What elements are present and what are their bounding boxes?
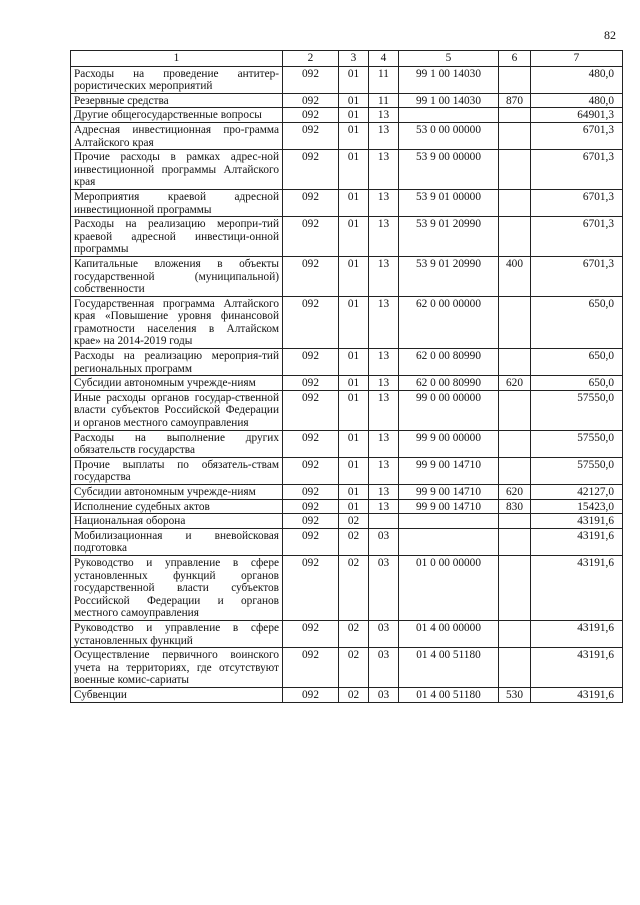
row-target-article: 53 9 01 00000 <box>399 189 499 216</box>
row-section-code: 01 <box>339 296 369 348</box>
row-expense-type: 870 <box>499 93 531 108</box>
row-description: Расходы на реализацию мероприя-тий региональных программ <box>71 349 283 376</box>
table-row <box>71 108 623 123</box>
row-subsection-code: 13 <box>369 485 399 500</box>
row-target-article: 01 4 00 51180 <box>399 648 499 688</box>
row-department-code: 092 <box>283 499 339 514</box>
row-department-code: 092 <box>283 296 339 348</box>
row-target-article: 53 0 00 00000 <box>399 122 499 149</box>
row-subsection-code: 13 <box>369 122 399 149</box>
row-description: Прочие расходы в рамках адрес-ной инвестиционной программы Алтайского края <box>71 150 283 190</box>
row-amount: 57550,0 <box>531 390 623 430</box>
row-description: Мероприятия краевой адресной инвестиционной программы <box>71 189 283 216</box>
row-department-code: 092 <box>283 648 339 688</box>
row-target-article: 99 9 00 14710 <box>399 485 499 500</box>
row-section-code: 01 <box>339 217 369 257</box>
row-section-code: 01 <box>339 108 369 123</box>
row-department-code: 092 <box>283 390 339 430</box>
row-section-code: 01 <box>339 457 369 484</box>
row-expense-type: 400 <box>499 256 531 296</box>
row-amount: 6701,3 <box>531 150 623 190</box>
table-row <box>71 390 623 430</box>
row-department-code: 092 <box>283 256 339 296</box>
row-expense-type <box>499 66 531 93</box>
row-amount: 43191,6 <box>531 687 623 702</box>
table-row <box>71 66 623 93</box>
table-row <box>71 217 623 257</box>
row-target-article: 99 9 00 14710 <box>399 457 499 484</box>
row-target-article: 62 0 00 00000 <box>399 296 499 348</box>
table-row <box>71 376 623 391</box>
table-row <box>71 93 623 108</box>
table-row <box>71 430 623 457</box>
budget-table <box>70 50 623 703</box>
row-subsection-code: 03 <box>369 687 399 702</box>
table-header-row <box>71 51 623 67</box>
table-row <box>71 256 623 296</box>
row-amount: 43191,6 <box>531 648 623 688</box>
row-department-code: 092 <box>283 108 339 123</box>
row-section-code: 02 <box>339 620 369 647</box>
row-subsection-code: 13 <box>369 376 399 391</box>
row-description: Адресная инвестиционная про-грамма Алтайского края <box>71 122 283 149</box>
table-row <box>71 528 623 555</box>
table-row <box>71 485 623 500</box>
row-subsection-code: 13 <box>369 108 399 123</box>
header-cell: 4 <box>369 51 399 67</box>
row-section-code: 02 <box>339 555 369 620</box>
row-subsection-code <box>369 514 399 529</box>
row-department-code: 092 <box>283 66 339 93</box>
row-subsection-code: 13 <box>369 256 399 296</box>
page-number: 82 <box>604 28 616 42</box>
row-subsection-code: 13 <box>369 150 399 190</box>
row-department-code: 092 <box>283 430 339 457</box>
row-department-code: 092 <box>283 349 339 376</box>
row-expense-type <box>499 514 531 529</box>
row-department-code: 092 <box>283 555 339 620</box>
row-description: Прочие выплаты по обязатель-ствам государства <box>71 457 283 484</box>
row-description: Резервные средства <box>71 93 283 108</box>
row-amount: 6701,3 <box>531 256 623 296</box>
row-section-code: 01 <box>339 430 369 457</box>
row-subsection-code: 11 <box>369 66 399 93</box>
header-cell: 6 <box>499 51 531 67</box>
row-description: Руководство и управление в сфере установленных функций органов государственной власти субъектов Российской Федерации и органов местного самоуправления <box>71 555 283 620</box>
row-description: Исполнение судебных актов <box>71 499 283 514</box>
row-department-code: 092 <box>283 687 339 702</box>
header-cell: 5 <box>399 51 499 67</box>
row-subsection-code: 13 <box>369 457 399 484</box>
row-expense-type <box>499 296 531 348</box>
row-description: Иные расходы органов государ-ственной власти субъектов Российской Федерации и органов местного самоуправления <box>71 390 283 430</box>
row-amount: 15423,0 <box>531 499 623 514</box>
row-target-article: 62 0 00 80990 <box>399 349 499 376</box>
row-expense-type <box>499 217 531 257</box>
row-target-article: 99 1 00 14030 <box>399 66 499 93</box>
table-row <box>71 499 623 514</box>
row-amount: 57550,0 <box>531 430 623 457</box>
row-amount: 43191,6 <box>531 514 623 529</box>
header-cell: 7 <box>531 51 623 67</box>
row-target-article: 01 4 00 51180 <box>399 687 499 702</box>
row-target-article: 99 0 00 00000 <box>399 390 499 430</box>
table-row <box>71 296 623 348</box>
row-department-code: 092 <box>283 376 339 391</box>
row-subsection-code: 11 <box>369 93 399 108</box>
row-target-article: 53 9 01 20990 <box>399 217 499 257</box>
table-row <box>71 555 623 620</box>
row-subsection-code: 13 <box>369 390 399 430</box>
row-expense-type <box>499 430 531 457</box>
row-description: Другие общегосударственные вопросы <box>71 108 283 123</box>
row-section-code: 02 <box>339 687 369 702</box>
row-section-code: 01 <box>339 93 369 108</box>
row-department-code: 092 <box>283 485 339 500</box>
row-department-code: 092 <box>283 189 339 216</box>
row-amount: 480,0 <box>531 93 623 108</box>
row-section-code: 02 <box>339 528 369 555</box>
table-row <box>71 349 623 376</box>
row-expense-type <box>499 108 531 123</box>
row-amount: 43191,6 <box>531 555 623 620</box>
row-target-article: 99 9 00 14710 <box>399 499 499 514</box>
row-target-article: 53 9 01 20990 <box>399 256 499 296</box>
row-expense-type <box>499 150 531 190</box>
row-target-article <box>399 528 499 555</box>
row-section-code: 01 <box>339 376 369 391</box>
row-department-code: 092 <box>283 514 339 529</box>
table-row <box>71 687 623 702</box>
row-subsection-code: 13 <box>369 217 399 257</box>
row-amount: 6701,3 <box>531 122 623 149</box>
row-department-code: 092 <box>283 620 339 647</box>
table-row <box>71 457 623 484</box>
row-amount: 57550,0 <box>531 457 623 484</box>
row-expense-type <box>499 528 531 555</box>
table-row <box>71 150 623 190</box>
row-amount: 480,0 <box>531 66 623 93</box>
row-description: Национальная оборона <box>71 514 283 529</box>
row-description: Руководство и управление в сфере установленных функций <box>71 620 283 647</box>
row-description: Субсидии автономным учрежде-ниям <box>71 485 283 500</box>
row-department-code: 092 <box>283 217 339 257</box>
row-description: Капитальные вложения в объекты государственной (муниципальной) собственности <box>71 256 283 296</box>
row-expense-type <box>499 122 531 149</box>
row-expense-type <box>499 189 531 216</box>
row-section-code: 01 <box>339 122 369 149</box>
row-department-code: 092 <box>283 150 339 190</box>
row-expense-type <box>499 390 531 430</box>
row-description: Осуществление первичного воинского учета на территориях, где отсутствуют военные комис-сариаты <box>71 648 283 688</box>
row-amount: 6701,3 <box>531 189 623 216</box>
row-subsection-code: 03 <box>369 620 399 647</box>
row-expense-type <box>499 555 531 620</box>
row-subsection-code: 13 <box>369 349 399 376</box>
row-amount: 42127,0 <box>531 485 623 500</box>
row-department-code: 092 <box>283 93 339 108</box>
table-row <box>71 620 623 647</box>
row-target-article <box>399 514 499 529</box>
row-section-code: 01 <box>339 150 369 190</box>
table-row <box>71 514 623 529</box>
row-amount: 43191,6 <box>531 528 623 555</box>
row-amount: 43191,6 <box>531 620 623 647</box>
row-expense-type <box>499 620 531 647</box>
row-section-code: 01 <box>339 499 369 514</box>
row-expense-type: 620 <box>499 376 531 391</box>
row-description: Расходы на проведение антитер-рористических мероприятий <box>71 66 283 93</box>
row-expense-type <box>499 457 531 484</box>
row-amount: 650,0 <box>531 296 623 348</box>
row-amount: 650,0 <box>531 349 623 376</box>
row-subsection-code: 13 <box>369 189 399 216</box>
row-section-code: 01 <box>339 485 369 500</box>
row-description: Субвенции <box>71 687 283 702</box>
row-expense-type: 620 <box>499 485 531 500</box>
row-expense-type: 830 <box>499 499 531 514</box>
row-expense-type <box>499 349 531 376</box>
row-section-code: 02 <box>339 648 369 688</box>
table-row <box>71 189 623 216</box>
header-cell: 1 <box>71 51 283 67</box>
row-target-article: 99 9 00 00000 <box>399 430 499 457</box>
row-section-code: 01 <box>339 256 369 296</box>
table-row <box>71 648 623 688</box>
row-expense-type <box>499 648 531 688</box>
row-section-code: 01 <box>339 390 369 430</box>
row-target-article: 01 0 00 00000 <box>399 555 499 620</box>
row-description: Мобилизационная и вневойсковая подготовка <box>71 528 283 555</box>
row-target-article: 62 0 00 80990 <box>399 376 499 391</box>
row-subsection-code: 03 <box>369 648 399 688</box>
row-description: Расходы на выполнение других обязательств государства <box>71 430 283 457</box>
row-target-article: 99 1 00 14030 <box>399 93 499 108</box>
row-subsection-code: 13 <box>369 430 399 457</box>
row-description: Субсидии автономным учрежде-ниям <box>71 376 283 391</box>
row-department-code: 092 <box>283 528 339 555</box>
row-target-article <box>399 108 499 123</box>
row-amount: 64901,3 <box>531 108 623 123</box>
row-subsection-code: 03 <box>369 555 399 620</box>
row-amount: 650,0 <box>531 376 623 391</box>
table-row <box>71 122 623 149</box>
row-target-article: 53 9 00 00000 <box>399 150 499 190</box>
row-amount: 6701,3 <box>531 217 623 257</box>
row-subsection-code: 13 <box>369 499 399 514</box>
row-subsection-code: 03 <box>369 528 399 555</box>
row-target-article: 01 4 00 00000 <box>399 620 499 647</box>
row-description: Государственная программа Алтайского края «Повышение уровня финансовой грамотности населения в Алтайском крае» на 2014-2019 годы <box>71 296 283 348</box>
row-section-code: 01 <box>339 66 369 93</box>
row-subsection-code: 13 <box>369 296 399 348</box>
row-department-code: 092 <box>283 457 339 484</box>
header-cell: 3 <box>339 51 369 67</box>
row-section-code: 01 <box>339 189 369 216</box>
row-expense-type: 530 <box>499 687 531 702</box>
row-section-code: 02 <box>339 514 369 529</box>
row-description: Расходы на реализацию меропри-тий краевой адресной инвестици-онной программы <box>71 217 283 257</box>
row-section-code: 01 <box>339 349 369 376</box>
row-department-code: 092 <box>283 122 339 149</box>
header-cell: 2 <box>283 51 339 67</box>
